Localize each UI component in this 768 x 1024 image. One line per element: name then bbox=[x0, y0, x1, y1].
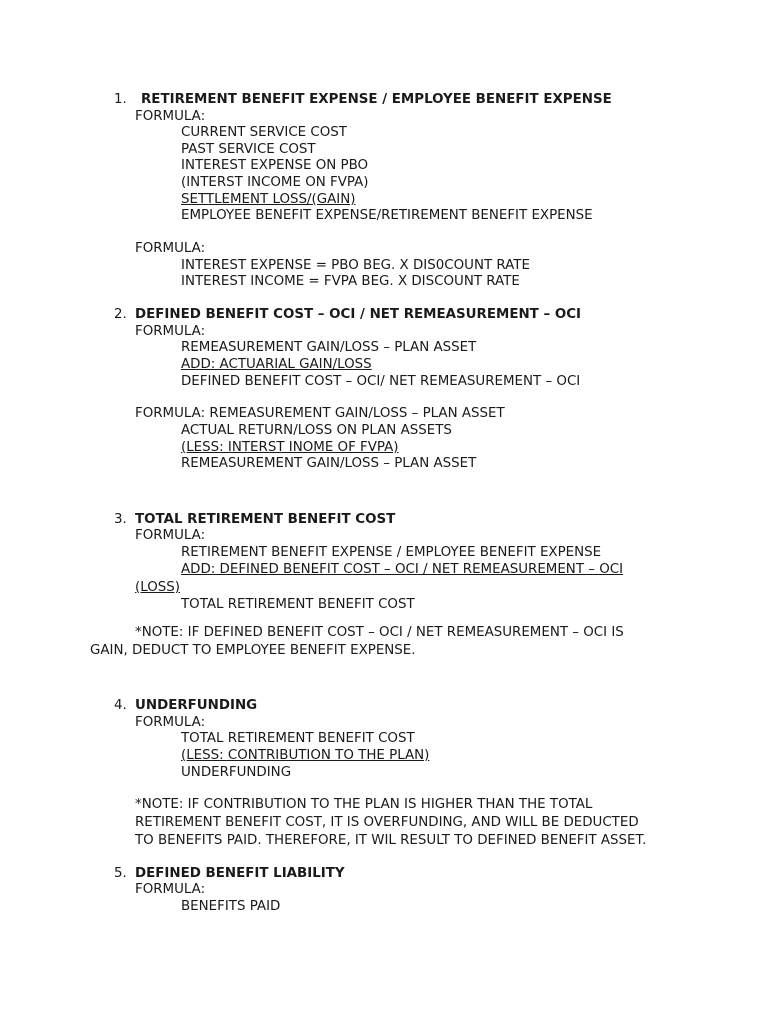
formula-line: ACTUAL RETURN/LOSS ON PLAN ASSETS bbox=[181, 423, 452, 438]
formula-line: REMEASUREMENT GAIN/LOSS – PLAN ASSET bbox=[181, 340, 477, 355]
note-line: TO BENEFITS PAID. THEREFORE, IT WIL RESULT TO DEFINED BENEFIT ASSET. bbox=[135, 833, 647, 848]
formula-line-underlined: (LESS: INTERST INOME OF FVPA) bbox=[181, 440, 399, 455]
formula-line: (INTERST INCOME ON FVPA) bbox=[181, 175, 369, 190]
formula-line: INTEREST EXPENSE = PBO BEG. X DIS0COUNT RATE bbox=[181, 258, 530, 273]
formula-result: TOTAL RETIREMENT BENEFIT COST bbox=[181, 597, 415, 612]
formula-line-underlined: (LESS: CONTRIBUTION TO THE PLAN) bbox=[181, 748, 430, 763]
formula-line: TOTAL RETIREMENT BENEFIT COST bbox=[181, 731, 415, 746]
formula-line: RETIREMENT BENEFIT EXPENSE / EMPLOYEE BENEFIT EXPENSE bbox=[181, 545, 602, 560]
section-title: TOTAL RETIREMENT BENEFIT COST bbox=[135, 512, 396, 527]
section-title: DEFINED BENEFIT COST – OCI / NET REMEASUREMENT – OCI bbox=[135, 307, 582, 322]
formula-line-underlined: (LOSS) bbox=[135, 580, 180, 595]
formula-label: FORMULA: bbox=[135, 241, 206, 256]
formula-result: UNDERFUNDING bbox=[181, 765, 292, 780]
note-line: *NOTE: IF DEFINED BENEFIT COST – OCI / NET REMEASUREMENT – OCI IS bbox=[135, 625, 624, 640]
formula-line: BENEFITS PAID bbox=[181, 899, 281, 914]
formula-label: FORMULA: bbox=[135, 109, 206, 124]
note-line: *NOTE: IF CONTRIBUTION TO THE PLAN IS HIGHER THAN THE TOTAL bbox=[135, 797, 593, 812]
section-title: DEFINED BENEFIT LIABILITY bbox=[135, 866, 345, 881]
formula-label: FORMULA: bbox=[135, 715, 206, 730]
formula-label: FORMULA: bbox=[135, 528, 206, 543]
section-title: UNDERFUNDING bbox=[135, 698, 258, 713]
formula-line: INTEREST EXPENSE ON PBO bbox=[181, 158, 369, 173]
formula-line: INTEREST INCOME = FVPA BEG. X DISCOUNT RATE bbox=[181, 274, 520, 289]
formula-result: DEFINED BENEFIT COST – OCI/ NET REMEASUREMENT – OCI bbox=[181, 374, 581, 389]
note-line: RETIREMENT BENEFIT COST, IT IS OVERFUNDING, AND WILL BE DEDUCTED bbox=[135, 815, 639, 830]
formula-label: FORMULA: bbox=[135, 324, 206, 339]
formula-line-underlined: SETTLEMENT LOSS/(GAIN) bbox=[181, 192, 356, 207]
section-number: 5. bbox=[114, 866, 127, 881]
formula-line: PAST SERVICE COST bbox=[181, 142, 316, 157]
section-number: 1. bbox=[114, 92, 127, 107]
formula-result: REMEASUREMENT GAIN/LOSS – PLAN ASSET bbox=[181, 456, 477, 471]
formula-result: EMPLOYEE BENEFIT EXPENSE/RETIREMENT BENEFIT EXPENSE bbox=[181, 208, 593, 223]
section-title: RETIREMENT BENEFIT EXPENSE / EMPLOYEE BENEFIT EXPENSE bbox=[141, 92, 612, 107]
formula-label: FORMULA: REMEASUREMENT GAIN/LOSS – PLAN ASSET bbox=[135, 406, 505, 421]
section-number: 4. bbox=[114, 698, 127, 713]
note-line: GAIN, DEDUCT TO EMPLOYEE BENEFIT EXPENSE. bbox=[90, 643, 416, 658]
formula-line-underlined: ADD: ACTUARIAL GAIN/LOSS bbox=[181, 357, 372, 372]
formula-label: FORMULA: bbox=[135, 882, 206, 897]
formula-line-underlined: ADD: DEFINED BENEFIT COST – OCI / NET REMEASUREMENT – OCI bbox=[181, 562, 624, 577]
section-number: 2. bbox=[114, 307, 127, 322]
section-number: 3. bbox=[114, 512, 127, 527]
formula-line: CURRENT SERVICE COST bbox=[181, 125, 347, 140]
